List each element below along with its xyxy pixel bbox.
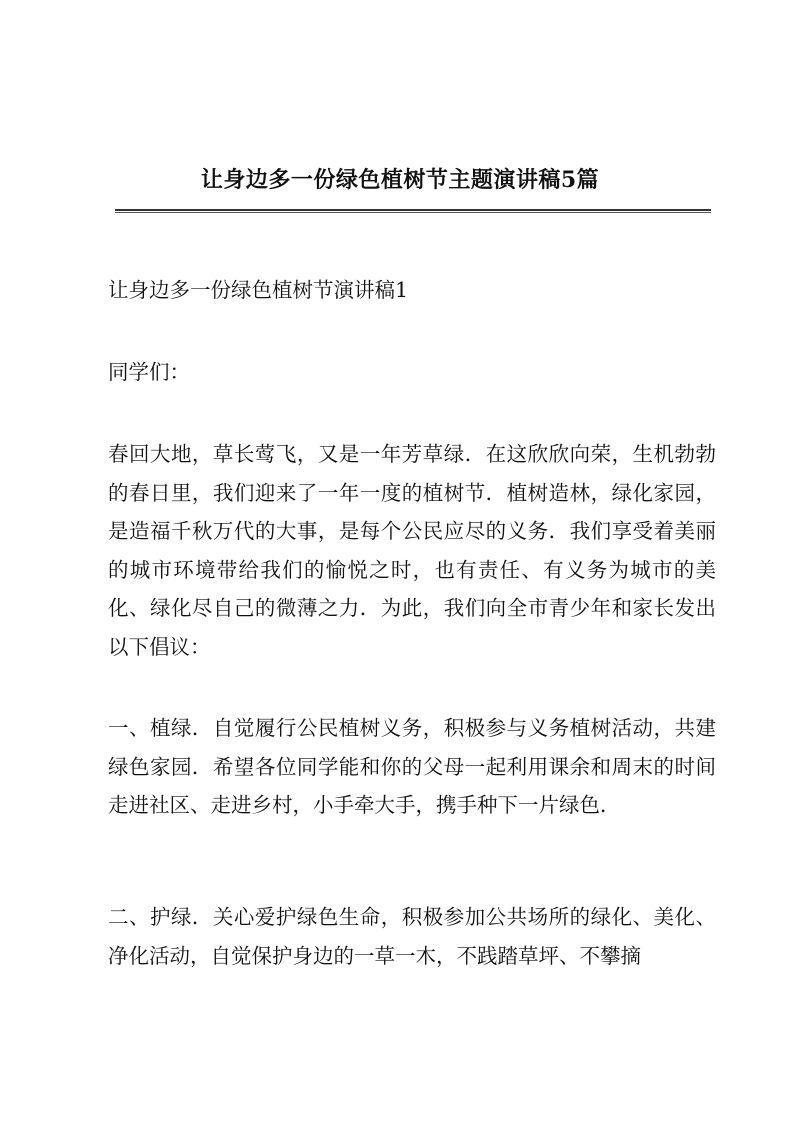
paragraph-intro: 春回大地，草长莺飞，又是一年芳草绿．在这欣欣向荣，生机勃勃的春日里，我们迎来了一年一度的植树节．植树造林，绿化家园，是造福千秋万代的大事，是每个公民应尽的义务．我们享受着美丽的城市环境带给我们的愉悦之时，也有责任、有义务为城市的美化、绿化尽自己的微薄之力．为此，我们向全市青少年和家长发出以下倡议：: [108, 442, 716, 659]
document-title: 让身边多一份绿色植树节主题演讲稿5篇: [200, 167, 600, 193]
paragraph-protect-green: 二、护绿．关心爱护绿色生命，积极参加公共场所的绿化、美化、净化活动，自觉保护身边的一草一木，不践踏草坪、不攀摘: [108, 905, 716, 968]
title-underline: [115, 209, 711, 213]
speech-subtitle: 让身边多一份绿色植树节演讲稿1: [108, 278, 409, 302]
greeting: 同学们：: [108, 360, 190, 384]
paragraph-plant-green: 一、植绿．自觉履行公民植树义务，积极参与义务植树活动，共建绿色家园．希望各位同学能和你的父母一起利用课余和周末的时间走进社区、走进乡村，小手牵大手，携手种下一片绿色．: [108, 716, 716, 817]
